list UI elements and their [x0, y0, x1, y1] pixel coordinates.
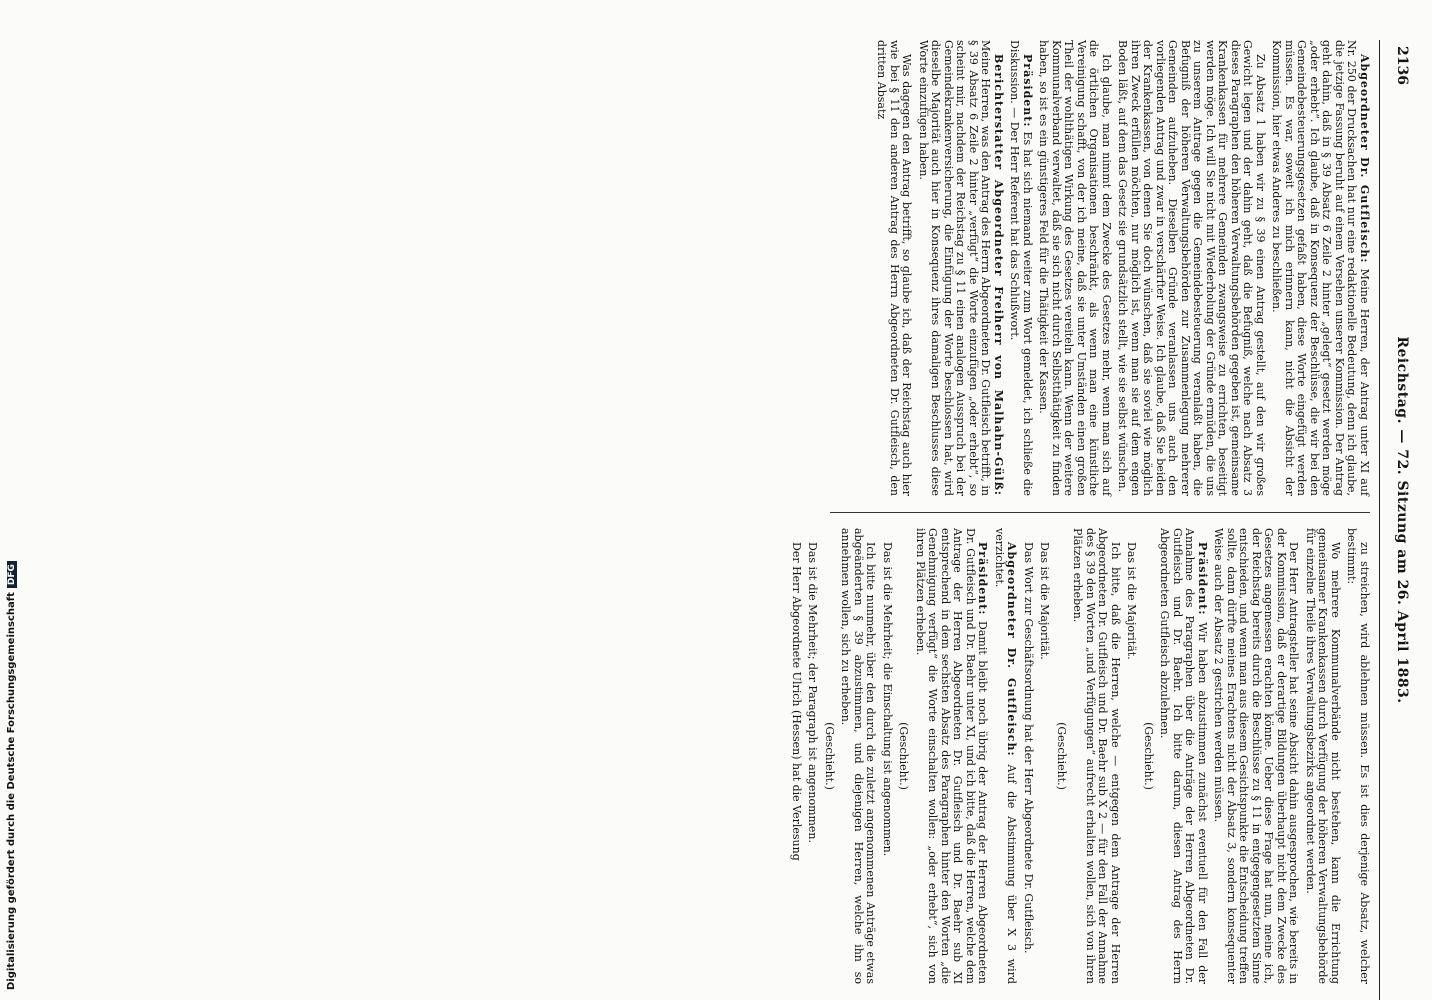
paragraph [881, 528, 894, 984]
paragraph-text: Damit bleibt noch übrig der Antrag der Herren Abgeordneten Dr. Gutfleisch und Dr. Baehr unter XI, und ich bitte, daß die Herren, welche dem Antrage der Herren Abgeordneten Dr. Gutfleisch und Dr. Baehr sub XI entsprechend in dem sechsten Absatz des Paragraphen hinter den Worten „die Genehmigung verfügt“ die Worte einschalten wollen: „oder erhebt“, sich von ihren Plätzen erheben. [914, 528, 990, 985]
paragraph [806, 528, 819, 984]
paragraph [790, 528, 803, 984]
speaker-name: Berichterstatter Abgeordneter Freiherr von Malhahn-Gülß: [992, 54, 1005, 496]
speaker-name: Präsident: [1196, 542, 1209, 616]
paragraph [1125, 528, 1138, 984]
paragraph [917, 40, 1005, 496]
paragraph [1008, 40, 1033, 496]
paragraph-text: Meine Herren, was den Antrag des Herrn Abgeordneten Dr. Gutfleisch betrifft, in § 39 Absatz 6 Zeile 2 hinter „verfügt“ die Worte einzufügen „oder erhebt“, so scheint mir, nachdem der Reichstag zu § 11 einen analogen Ausspruch bei der Gemeindekrankenversicherung, die Einfügung der Worte beschlossen hat, wird dieselbe Majorität auch hier in Konsequenz ihres damaligen Beschlusses diese Worte einzufügen haben. [917, 40, 993, 496]
paragraph [993, 528, 1018, 984]
paragraph: (Geschieht.) [1142, 722, 1155, 790]
digitization-credit [6, 0, 17, 990]
header-rule [1379, 40, 1380, 1000]
dfg-logo: DFG [7, 561, 17, 588]
paragraph [875, 40, 913, 496]
paragraph-text: Das ist die Mehrheit; die Einschaltung ist angenommen. [881, 542, 894, 857]
paragraph [1212, 528, 1300, 984]
paragraph-text: zu streichen, wird ablehnen müssen. Es ist dies derjenige Absatz, welcher bestimmt: [1345, 528, 1371, 984]
paragraph-text: Der Herr Antragsteller hat seine Absicht dahin ausgesprochen, wie bereits in der Kommission, daß er derartige Bildungen überhaupt nicht dem Zwecke des Gesetzes angemessen erachten könne. Ueber diese Frage hat nun, meine ich, der Reichstag bereits durch die Beschlüsse zu § 11 in entgegengesetztem Sinne entschieden, und wenn man aus diesem Gesichtspunkte die Entscheidung treffen sollte, dann dürfte meines Erachtens nicht der Absatz 3, sondern konsequenter Weise auch der Absatz 2 gestrichen werden müssen. [1212, 528, 1301, 984]
paragraph-text: Das ist die Majorität. [1125, 542, 1139, 660]
speaker-name: Abgeordneter Dr. Gutfleisch: [1358, 54, 1371, 264]
paragraph-text: Das ist die Majorität. [1038, 542, 1052, 660]
paragraph [1345, 528, 1370, 984]
paragraph-text: Meine Herren, der Antrag unter XI auf Nr. 250 der Drucksachen hat nur eine redaktionelle Bedeutung, denn ich glaube, die jetzige Fassung beruht auf einem Versehen unserer Kommission. Der Antrag geht dahin, daß in § 39 Absatz 6 Zeile 2 hinter „gelegt“ gesetzt werden möge „oder erhebt“. Ich glaube, daß in Konsequenz der Beschlüsse, die wir bei den Gemeindebesteuerungsgesetzen gefaßt haben, diese Worte eingefügt werden müssen. Es war, soweit ich mich erinnern kann, nicht die Absicht der Kommission, hier etwas Anderes zu beschließen. [1270, 40, 1371, 496]
speaker-name: Präsident: [976, 542, 990, 616]
speaker-name: Präsident: [1021, 54, 1034, 128]
paragraph-text: Zu Absatz 1 haben wir zu § 39 einen Antrag gestellt, auf den wir großes Gewicht legen und der dahin geht, daß die Befugniß, welche nach Absatz 3 dieses Paragraphen den höheren Verwaltungsbehörden gegeben ist, gemeinsame Krankenkassen für mehrere Gemeinden zwangsweise zu errichten, beseitigt werden möge. Ich will Sie nicht mit Wiederholung der Gründe ermüden, die uns zu unserem Antrage gegen die Gemeindebesteuerung veranlaßt haben, die Befugniß der höheren Verwaltungsbehörden zur Zusammenlegung mehrerer Gemeinden aufzuheben. Dieselben Gründe veranlassen uns auch den vorliegenden Antrag und zwar in verschärfter Weise. Ich glaube, daß Sie beiden der Krankenkassen, von denen Sie doch wünschen, daß sie soviel wie möglich ihren Zweck erfüllen möchten, nur möglich ist, wenn man sie auf dem engen Boden läßt, auf dem das Gesetz sie grundsätzlich stellt, wie sie selbst wünschen. [1116, 40, 1267, 496]
paragraph [1037, 40, 1112, 496]
paragraph [1038, 528, 1051, 984]
paragraph [1022, 528, 1035, 984]
paragraph-text: Das ist die Mehrheit; der Paragraph ist angenommen. [806, 542, 820, 844]
paragraph: (Geschieht.) [1055, 722, 1068, 790]
credit-text: Digitalisierung gefördert durch die Deutsche Forschungsgemeinschaft [6, 592, 17, 990]
paragraph-text: Wir haben abzustimmen zunächst eventuell für den Fall der Annahme des Paragraphen über die Anträge der Herren Abgeordneten Dr. Gutfleisch und Dr. Baehr. Ich bitte darum, diesen Antrag des Herrn Abgeordneten Gutfleisch abzulehnen. [1158, 528, 1209, 985]
paragraph-text: Es hat sich niemand weiter zum Wort gemeldet, ich schließe die Diskussion. — Der Herr Referent hat das Schlußwort. [1008, 40, 1034, 496]
running-head: Reichstag. — 72. Sitzung am 26. April 1883. [1394, 336, 1410, 704]
paragraph [1158, 528, 1208, 984]
rotated-page-content [16, 40, 1416, 1000]
paragraph [839, 528, 877, 984]
page-header [1386, 40, 1410, 1000]
paragraph: (Geschieht.) [897, 722, 911, 790]
paragraph [1270, 40, 1370, 496]
paragraph-text: Der Herr Abgeordnete Ulrich (Hessen) hat die Verlesung [790, 542, 803, 861]
paragraph [1071, 528, 1121, 984]
left-column [830, 40, 1370, 496]
paragraph-text: Ich bitte, daß die Herren, welche — entgegen dem Antrage der Herren Abgeordneten Dr. Gutfleisch und Dr. Baehr sub X 2 — für den Fall der Annahme des § 39 den Worten „und Verfügungen“ aufrecht erhalten wollen, sich von ihren Plätzen erheben. [1071, 528, 1122, 984]
column-divider [830, 512, 1370, 513]
paragraph-text: Ich glaube, man nimmt dem Zwecke des Gesetzes mehr, wenn man sich auf die örtlichen Organisationen beschränkt, als wenn man eine künstliche Vereinigung schafft, von der ich meine, daß sie unter Umständen einen großen Theil der wohlthätigen Wirkung des Gesetzes vereiteln kann. Wenn der weitere Kommunalverband verwaltet, daß sie sich nicht durch Selbstthätigkeit zu finden haben, so ist es ein günstigeres Feld für die Thätigkeit der Kassen. [1037, 40, 1113, 496]
paragraph: (Geschieht.) [823, 722, 836, 790]
paragraph-text: Wo mehrere Kommunalverbände nicht bestehen, kann die Errichtung gemeinsamer Krankenkassen durch Verfügung der höheren Verwaltungsbehörde für einzelne Theile ihres Verwaltungsbezirks angeordnet werden. [1304, 528, 1342, 984]
paragraph [914, 528, 989, 984]
paragraph-text: Was dagegen den Antrag betrifft, so glaube ich, daß der Reichstag auch hier wie bei § 11 den anderen Antrag des Herrn Abgeordneten Dr. Gutfleisch, den dritten Absatz [875, 40, 914, 496]
page-number: 2136 [1394, 46, 1410, 85]
paragraph [1304, 528, 1342, 984]
paragraph-text: Ich bitte nunmehr, über den durch die zuletzt angenommenen Anträge etwas abgeänderten § 39 abzustimmen, und diejenigen Herren, welche ihn so annehmen wollen, sich zu erheben. [839, 528, 878, 984]
speaker-name: Abgeordneter Dr. Gutfleisch: [1005, 542, 1019, 757]
paragraph-text: Auf die Abstimmung über X 3 wird verzichtet. [993, 528, 1019, 984]
paragraph [1116, 40, 1266, 496]
paragraph-text: Das Wort zur Geschäftsordnung hat der Herr Abgeordnete Dr. Gutfleisch. [1022, 542, 1035, 954]
right-column [790, 528, 1371, 985]
